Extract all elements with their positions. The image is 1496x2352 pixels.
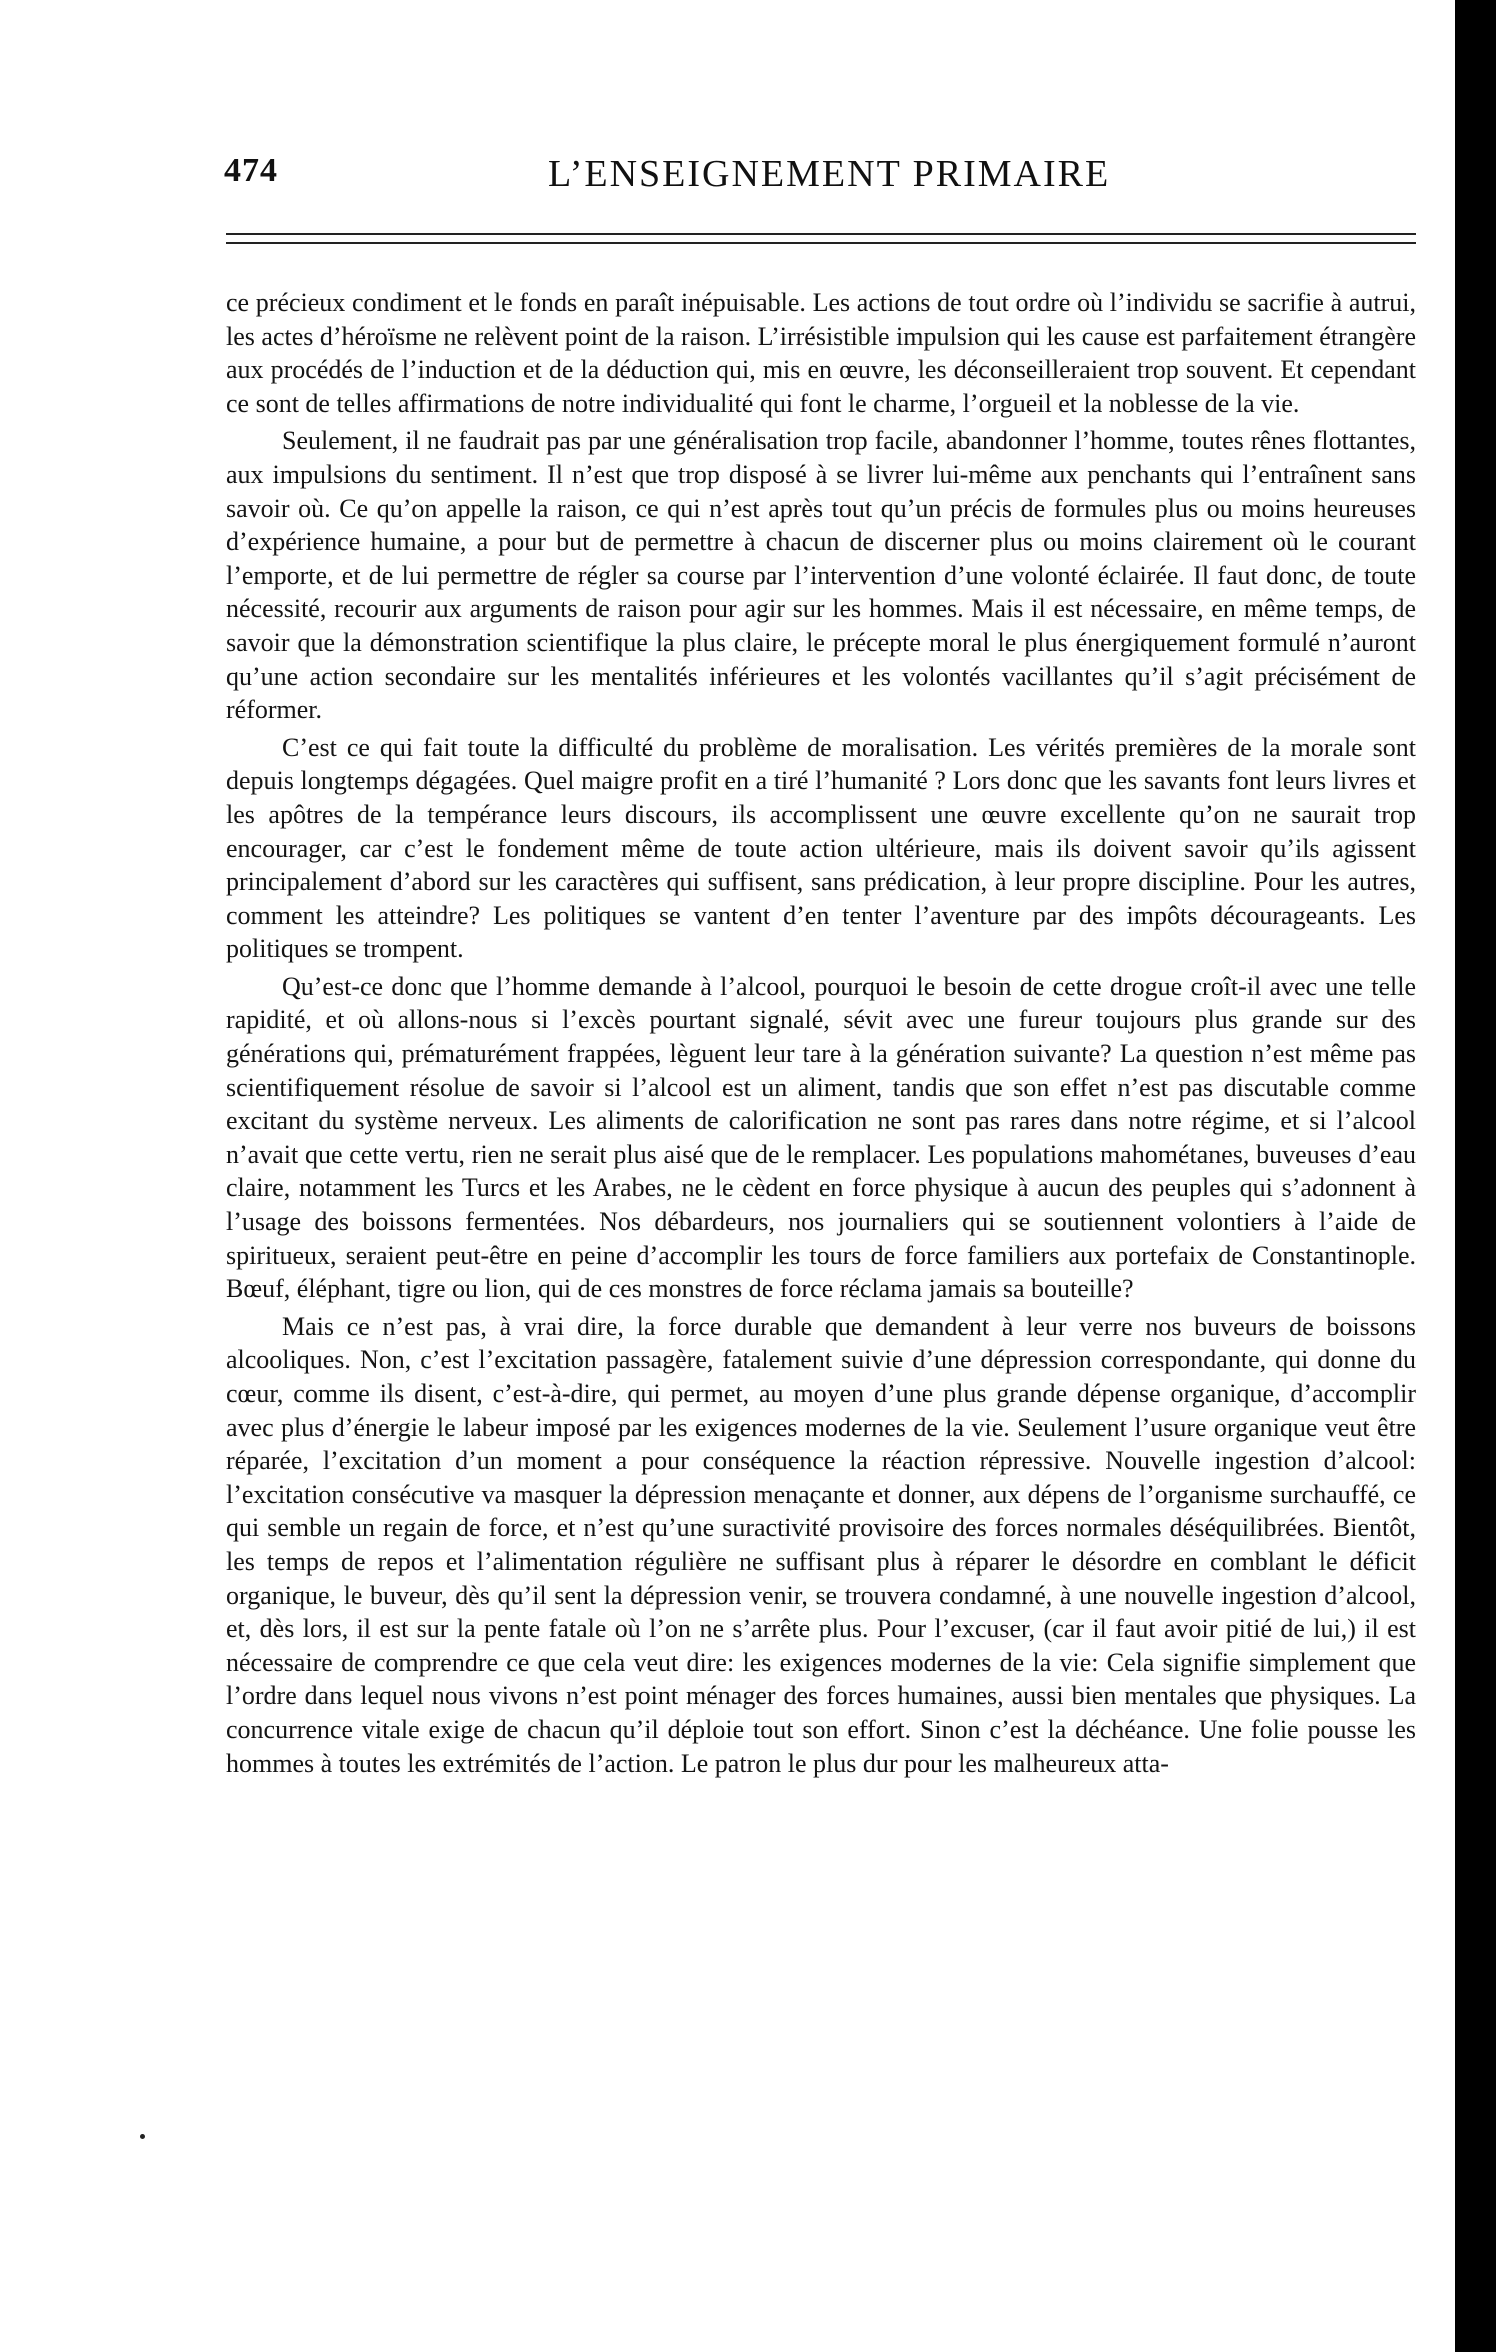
ink-spot <box>140 2134 145 2139</box>
running-title: L’ENSEIGNEMENT PRIMAIRE <box>548 153 1111 195</box>
header-rule-top <box>226 233 1416 235</box>
paragraph: Qu’est-ce donc que l’homme demande à l’alcool, pourquoi le besoin de cette drogue croît-il avec une telle rapidité, et où allons-nous si l’excès pourtant signalé, sévit avec une fureur toujours plus grande sur des générations qui, prématurément frappées, lèguent leur tare à la génération suivante? La question n’est même pas scientifiquement résolue de savoir si l’alcool est un aliment, tandis que son effet n’est pas discutable comme excitant du système nerveux. Les aliments de calorification ne sont pas rares dans notre régime, et si l’alcool n’avait que cette vertu, rien ne serait plus aisé que de le remplacer. Les populations mahométanes, buveuses d’eau claire, notamment les Turcs et les Arabes, ne le cèdent en force physique à aucun des peuples qui s’adonnent à l’usage des boissons fermentées. Nos débardeurs, nos journaliers qui se soutiennent volontiers à l’aide de spiritueux, seraient peut-être en peine d’accomplir les tours de force familiers aux portefaix de Constantinople. Bœuf, éléphant, tigre ou lion, qui de ces monstres de force réclama jamais sa bouteille? <box>226 971 1416 1304</box>
paragraph: Mais ce n’est pas, à vrai dire, la force durable que demandent à leur verre nos buveurs de boissons alcooliques. Non, c’est l’excitation passagère, fatalement suivie d’une dépression correspondante, qui donne du cœur, comme ils disent, c’est-à-dire, qui permet, au moyen d’une plus grande dépense organique, d’accomplir avec plus d’énergie le labeur imposé par les exigences modernes de la vie. Seulement l’usure organique veut être réparée, l’excitation d’un moment a pour conséquence la réaction répressive. Nouvelle ingestion d’alcool: l’excitation consécutive va masquer la dépression menaçante et donner, aux dépens de l’organisme surchauffé, ce qui semble un regain de force, et n’est qu’une suractivité provisoire des forces normales déséquilibrées. Bientôt, les temps de repos et l’alimentation régulière ne suffisant plus à réparer le désordre en comblant le déficit organique, le buveur, dès qu’il sent la dépression venir, se trouvera condamné, à une nouvelle ingestion d’alcool, et, dès lors, il est sur la pente fatale où l’on ne s’arrête plus. Pour l’excuser, (car il faut avoir pitié de lui,) il est nécessaire de comprendre ce que cela veut dire: les exigences modernes de la vie: Cela signifie simplement que l’ordre dans lequel nous vivons n’est point ménager des forces humaines, aussi bien mentales que physiques. La concurrence vitale exige de chacun qu’il déploie tout son effort. Sinon c’est la déchéance. Une folie pousse les hommes à toutes les extrémités de l’action. Le patron le plus dur pour les malheureux atta- <box>226 1311 1416 1778</box>
paragraph: ce précieux condiment et le fonds en paraît inépuisable. Les actions de tout ordre où l’individu se sacrifie à autrui, les actes d’héroïsme ne relèvent point de la raison. L’irrésistible impulsion qui les cause est parfaitement étrangère aux procédés de l’induction et de la déduction qui, mis en œuvre, les déconseilleraient trop souvent. Et cependant ce sont de telles affirmations de notre individualité qui font le charme, l’orgueil et la noblesse de la vie. <box>226 288 1416 418</box>
header-rule-bottom <box>226 242 1416 244</box>
scan-edge <box>1455 0 1496 2352</box>
page-number: 474 <box>224 152 278 189</box>
paragraph: C’est ce qui fait toute la difficulté du problème de moralisation. Les vérités premières de la morale sont depuis longtemps dégagées. Quel maigre profit en a tiré l’humanité ? Lors donc que les savants font leurs livres et les apôtres de la tempérance leurs discours, ils accomplissent une œuvre excellente qu’on ne saurait trop encourager, car c’est le fondement même de toute action ultérieure, mais ils doivent savoir qu’ils agissent principalement d’abord sur les caractères qui suffisent, sans prédication, à leur propre discipline. Pour les autres, comment les atteindre? Les politiques se vantent d’en tenter l’aventure par des impôts décourageants. Les politiques se trompent. <box>226 732 1416 964</box>
paragraph: Seulement, il ne faudrait pas par une généralisation trop facile, abandonner l’homme, toutes rênes flottantes, aux impulsions du sentiment. Il n’est que trop disposé à se livrer lui-même aux penchants qui l’entraînent sans savoir où. Ce qu’on appelle la raison, ce qui n’est après tout qu’un précis de formules plus ou moins heureuses d’expérience humaine, a pour but de permettre à chacun de discerner plus ou moins clairement où le courant l’emporte, et de lui permettre de régler sa course par l’intervention d’une volonté éclairée. Il faut donc, de toute nécessité, recourir aux arguments de raison pour agir sur les hommes. Mais il est nécessaire, en même temps, de savoir que la démonstration scientifique la plus claire, le précepte moral le plus énergiquement formulé n’auront qu’une action secondaire sur les mentalités inférieures et les volontés vacillantes qu’il s’agit précisément de réformer. <box>226 426 1416 725</box>
body-text <box>226 286 1416 1784</box>
